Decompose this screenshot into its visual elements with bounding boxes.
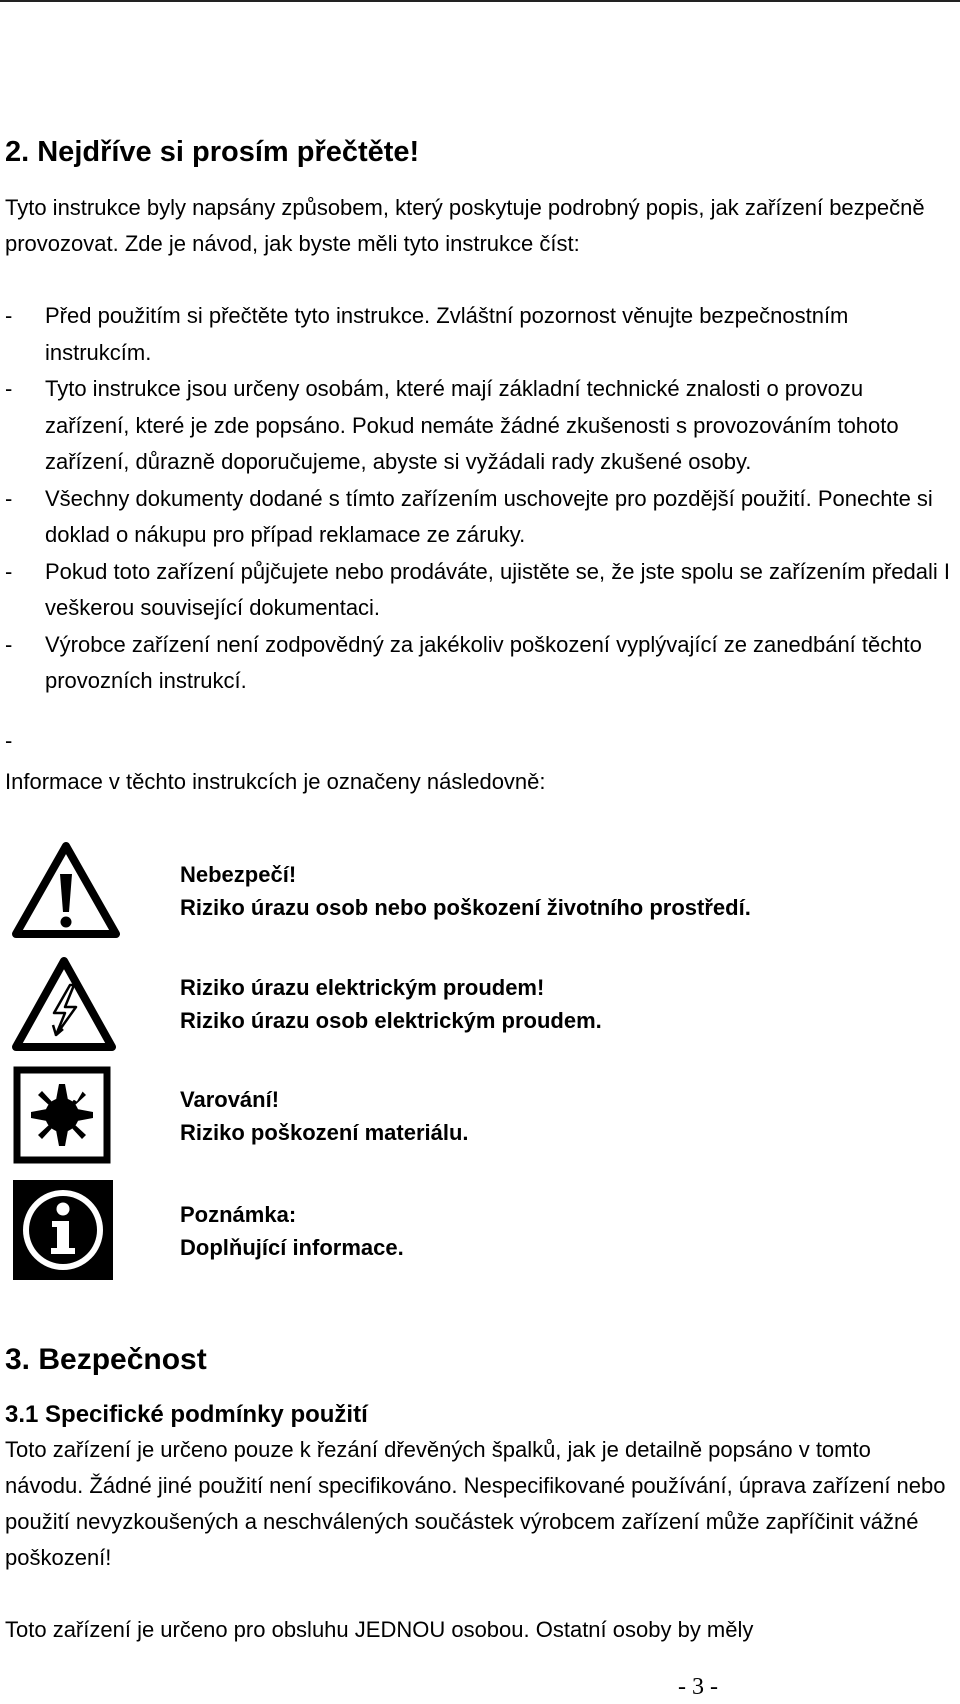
list-item: - Tyto instrukce jsou určeny osobám, které mají základní technické znalosti o provozu zařízení, které je zde popsáno. Pokud nemáte žádné zkušenosti s provozováním tohoto zařízení, důrazně doporučujeme, abyste si vyžádali rady zkušené osoby. <box>5 371 950 481</box>
symbol-description: Doplňující informace. <box>180 1235 404 1260</box>
intro-paragraph: Tyto instrukce byly napsány způsobem, který poskytuje podrobný popis, jak zařízení bezpečně provozovat. Zde je návod, jak byste měli tyto instrukce číst: <box>5 195 925 256</box>
specific-conditions-heading: 3.1 Specifické podmínky použití <box>5 1401 368 1428</box>
bullet-dash: - <box>5 303 13 328</box>
bullet-dash: - <box>5 485 13 511</box>
material-damage-icon <box>13 1066 111 1164</box>
symbol-title: Varování! <box>180 1087 280 1112</box>
symbol-title: Poznámka: <box>180 1202 297 1227</box>
warning-triangle-icon <box>10 840 122 940</box>
list-item: - Výrobce zařízení není zodpovědný za jakékoliv poškození vyplývající ze zanedbání těchto provozních instrukcí. <box>5 627 950 700</box>
symbol-description: Riziko úrazu osob elektrickým proudem. <box>180 1008 602 1033</box>
section-heading: 2. Nejdříve si prosím přečtěte! <box>5 136 420 168</box>
symbol-title: Riziko úrazu elektrickým proudem! <box>180 975 545 1000</box>
stray-bullet-dash: - <box>5 728 13 753</box>
specific-conditions-paragraph: Toto zařízení je určeno pouze k řezání dřevěných špalků, jak je detailně popsáno v tomto návodu. Žádné jiné použití není specifikováno. Nespecifikované používání, úprava zařízení nebo použití nevyzkoušených a neschválených součástek výrobcem zařízení může zapříčinit vážné poškození! <box>5 1437 946 1570</box>
electric-shock-icon <box>10 955 118 1053</box>
symbols-intro: Informace v těchto instrukcích je označeny následovně: <box>5 769 546 794</box>
symbol-title: Nebezpečí! <box>180 862 297 887</box>
instructions-list <box>5 298 950 700</box>
symbol-description: Riziko poškození materiálu. <box>180 1120 469 1145</box>
list-item: - Všechny dokumenty dodané s tímto zařízením uschovejte pro pozdější použití. Ponechte si doklad o nákupu pro případ reklamace ze záruky. <box>5 481 950 554</box>
bullet-dash: - <box>5 631 13 657</box>
safety-heading: 3. Bezpečnost <box>5 1343 207 1376</box>
info-icon <box>13 1180 113 1280</box>
top-rule <box>0 0 960 2</box>
list-item: - Pokud toto zařízení půjčujete nebo prodáváte, ujistěte se, že jste spolu se zařízením předali I veškerou související dokumentaci. <box>5 554 950 627</box>
symbol-description: Riziko úrazu osob nebo poškození životního prostředí. <box>180 895 751 920</box>
bullet-dash: - <box>5 376 13 401</box>
page-number: - 3 - <box>678 1674 718 1700</box>
single-operator-paragraph: Toto zařízení je určeno pro obsluhu JEDNOU osobou. Ostatní osoby by měly <box>5 1617 754 1642</box>
list-item: - Před použitím si přečtěte tyto instrukce. Zvláštní pozornost věnujte bezpečnostním instrukcím. <box>5 298 950 371</box>
bullet-dash: - <box>5 558 13 584</box>
